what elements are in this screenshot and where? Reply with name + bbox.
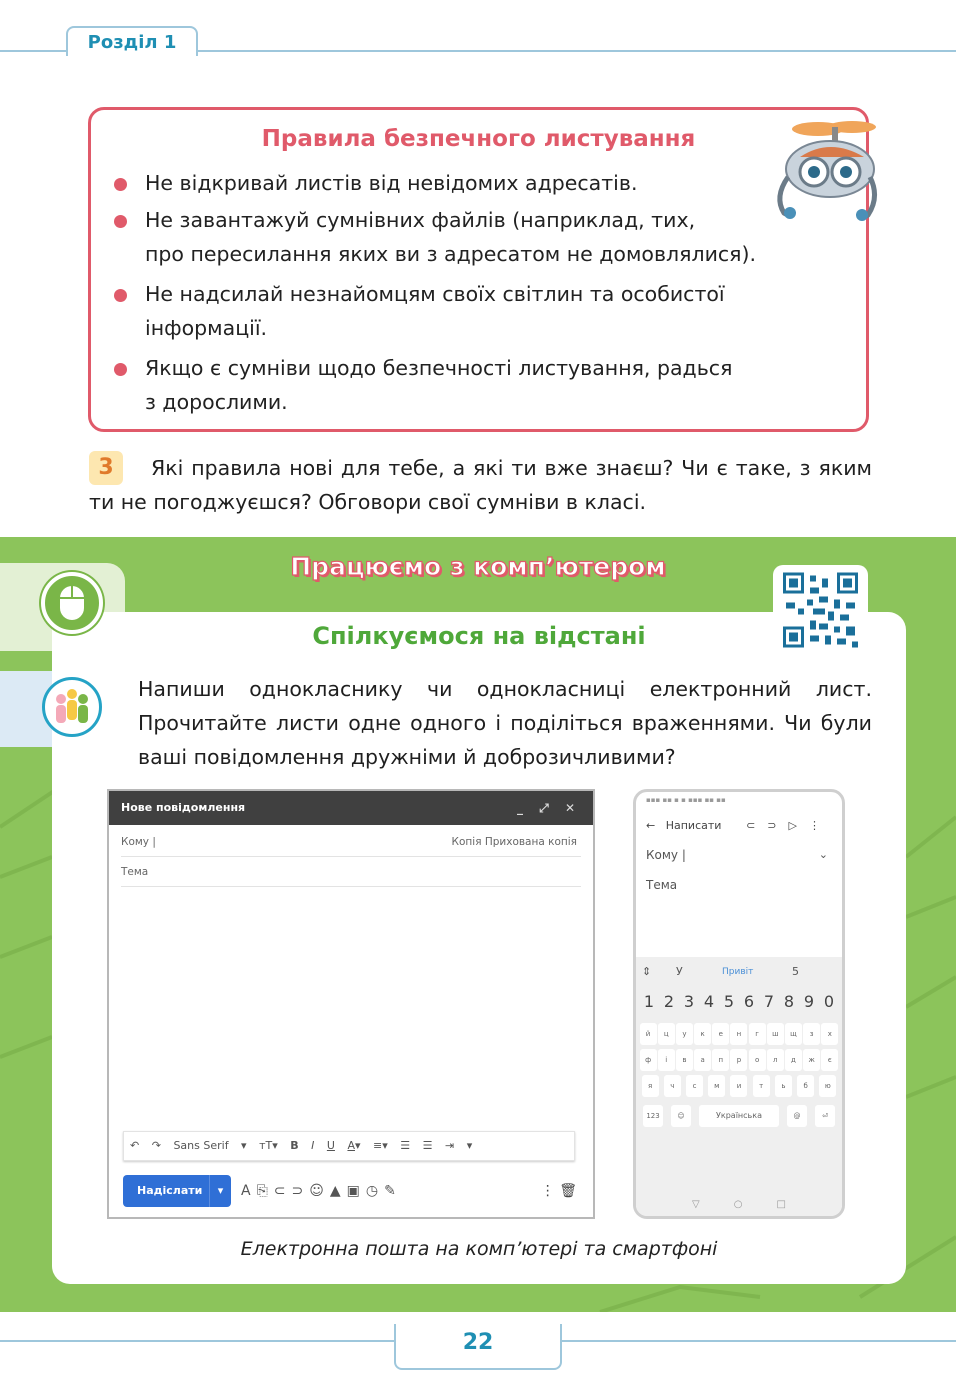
rule-item <box>145 351 732 419</box>
key-row <box>636 1047 842 1073</box>
attach-icon[interactable]: ⊂⊃ <box>746 819 789 832</box>
keyboard-key[interactable]: 0 <box>823 992 835 1011</box>
compose-actions <box>241 1175 402 1207</box>
bullet-icon <box>114 289 127 302</box>
keyboard-key[interactable]: 6 <box>743 992 755 1011</box>
phone-mail <box>633 789 845 1219</box>
formatting-toolbar <box>123 1131 575 1161</box>
rule-text: Не відкривай листів від невідомих адресатів. <box>145 171 638 195</box>
recents-icon[interactable]: □ <box>776 1199 820 1210</box>
keyboard-key[interactable]: г <box>749 1023 766 1045</box>
bullet-icon <box>114 178 127 191</box>
bold-icon[interactable]: B <box>290 1139 299 1152</box>
phone-subject-label: Тема <box>646 878 678 892</box>
undo-icon[interactable]: ↶ <box>130 1139 140 1152</box>
underline-icon[interactable]: U <box>326 1139 335 1152</box>
text-color-icon[interactable]: A▾ <box>347 1139 361 1152</box>
keyboard-key[interactable]: л <box>767 1049 784 1071</box>
keyboard-key[interactable]: п <box>712 1049 729 1071</box>
link-icon[interactable]: ⊂⊃ <box>273 1183 310 1199</box>
keyboard-key[interactable]: і <box>658 1049 675 1071</box>
task-number: 3 <box>89 451 123 485</box>
italic-icon[interactable]: I <box>311 1139 315 1152</box>
lock-icon[interactable]: ◷ <box>365 1183 385 1199</box>
home-icon[interactable]: ○ <box>733 1199 777 1210</box>
keyboard-key[interactable]: 1 <box>643 992 655 1011</box>
bulleted-list-icon[interactable]: ☰ <box>422 1139 433 1152</box>
keyboard-key[interactable]: 7 <box>763 992 775 1011</box>
keyboard-key[interactable]: к <box>694 1023 711 1045</box>
keyboard-key[interactable]: ф <box>640 1049 657 1071</box>
phone-header: Написати <box>665 819 722 832</box>
symbols-key[interactable]: 123 <box>643 1105 663 1127</box>
attach-icon[interactable]: ⎘ <box>256 1183 274 1199</box>
task-3-text: Які правила нові для тебе, а які ти вже знаєш? Чи є таке, з яким ти не погоджуєшся? Обговори свої сумніви в класі. <box>89 456 872 514</box>
keyboard-key[interactable]: а <box>694 1049 711 1071</box>
phone-subject-field[interactable] <box>636 868 842 898</box>
desktop-mail-window <box>107 789 595 1219</box>
keyboard-key[interactable]: м <box>708 1075 725 1097</box>
group-work-icon <box>42 677 102 737</box>
compose-title: Нове повідомлення <box>121 801 246 814</box>
phone-to-label: Кому <box>646 848 679 862</box>
rules-title: Правила безпечного листування <box>261 126 696 152</box>
bullet-icon <box>114 215 127 228</box>
subject-label: Тема <box>121 866 149 878</box>
to-label: Кому <box>121 836 150 848</box>
keyboard-key[interactable]: я <box>642 1075 659 1097</box>
rule-text: про пересилання яких ви з адресатом не домовлялися). <box>145 242 757 266</box>
keyboard-key[interactable]: щ <box>785 1023 802 1045</box>
rule-item <box>145 203 756 271</box>
enter-key[interactable]: ⏎ <box>815 1105 835 1127</box>
nav-bar <box>636 1191 842 1219</box>
suggestion[interactable]: У <box>676 965 683 978</box>
suggestion[interactable]: Привіт <box>722 967 754 977</box>
format-icon[interactable]: A <box>241 1183 257 1199</box>
keyboard-key[interactable]: н <box>730 1023 747 1045</box>
keyboard-key[interactable]: 3 <box>683 992 695 1011</box>
phone-to-field[interactable]: Кому | ⌄ <box>646 848 828 862</box>
send-icon[interactable]: ▷ <box>788 819 809 832</box>
keyboard-key[interactable]: 9 <box>803 992 815 1011</box>
page-number-tab <box>394 1324 562 1370</box>
space-key[interactable]: Українська <box>699 1105 779 1127</box>
bottom-key-row <box>636 1103 842 1129</box>
keyboard-key[interactable]: у <box>676 1023 693 1045</box>
keyboard-key[interactable]: 8 <box>783 992 795 1011</box>
page-number: 22 <box>462 1330 494 1355</box>
font-size-icon[interactable]: тT▾ <box>259 1139 278 1152</box>
keyboard-key[interactable]: 2 <box>663 992 675 1011</box>
keyboard <box>636 957 842 1219</box>
numbered-list-icon[interactable]: ☰ <box>400 1139 411 1152</box>
subject-field[interactable] <box>121 857 581 887</box>
more-format-icon[interactable]: ▾ <box>466 1139 473 1152</box>
keyboard-key[interactable]: б <box>797 1075 814 1097</box>
suggestion[interactable]: 5 <box>792 965 799 978</box>
keyboard-key[interactable]: й <box>640 1023 657 1045</box>
to-field[interactable]: Кому | Копія Прихована копія <box>121 827 581 857</box>
emoji-icon[interactable]: ☺ <box>309 1183 330 1199</box>
at-key[interactable]: @ <box>787 1105 807 1127</box>
drive-icon[interactable]: ▲ <box>329 1183 347 1199</box>
compose-title-bar <box>109 791 593 825</box>
font-select[interactable]: Sans Serif ▾ <box>173 1139 247 1152</box>
cc-bcc-links[interactable]: Копія Прихована копія <box>451 836 577 848</box>
rule-text: Не надсилай незнайомцям своїх світлин та особистої <box>145 282 725 306</box>
signature-icon[interactable]: ✎ <box>384 1183 402 1199</box>
rule-item <box>145 166 637 200</box>
keyboard-key[interactable]: и <box>730 1075 747 1097</box>
keyboard-key[interactable]: х <box>821 1023 838 1045</box>
section-subtitle: Спілкуємося на відстані <box>312 622 646 650</box>
send-label: Надіслати <box>137 1184 203 1197</box>
rule-text: Якщо є сумніви щодо безпечності листування, радься <box>145 356 733 380</box>
window-controls[interactable]: _ ⤢ ✕ <box>516 801 581 815</box>
bullet-icon <box>114 363 127 376</box>
more-icon[interactable]: ⋮ <box>809 819 832 832</box>
keyboard-key[interactable]: о <box>749 1049 766 1071</box>
suggestion-bar <box>636 957 842 987</box>
keyboard-key[interactable]: ш <box>767 1023 784 1045</box>
keyboard-key[interactable]: д <box>785 1049 802 1071</box>
keyboard-key[interactable]: с <box>686 1075 703 1097</box>
keyboard-key[interactable]: ч <box>664 1075 681 1097</box>
keyboard-key[interactable]: є <box>821 1049 838 1071</box>
back-icon[interactable]: ← <box>646 819 656 832</box>
image-icon[interactable]: ▣ <box>346 1183 366 1199</box>
send-options-icon[interactable]: ▾ <box>209 1175 231 1207</box>
back-nav-icon[interactable]: ▽ <box>692 1199 734 1210</box>
keyboard-key[interactable]: ь <box>775 1075 792 1097</box>
redo-icon[interactable]: ↷ <box>151 1139 161 1152</box>
rule-text: з дорослими. <box>145 390 288 414</box>
keyboard-key[interactable]: 4 <box>703 992 715 1011</box>
rule-item <box>145 277 725 345</box>
status-bar: ▪▪▪ ▪▪ ▪ ▪ ▪▪▪ ▪▪ ▪▪ <box>646 796 726 804</box>
keyboard-key[interactable]: р <box>730 1049 747 1071</box>
send-button[interactable] <box>123 1175 231 1207</box>
chevron-down-icon[interactable]: ⌄ <box>818 848 828 861</box>
keyboard-key[interactable]: ж <box>803 1049 820 1071</box>
section-tab <box>66 26 198 56</box>
keyboard-key[interactable]: е <box>712 1023 729 1045</box>
keyboard-key[interactable]: в <box>676 1049 693 1071</box>
keyboard-key[interactable]: ю <box>819 1075 836 1097</box>
section-banner: Працюємо з комп’ютером <box>290 552 666 581</box>
emoji-key[interactable]: ☺ <box>671 1105 691 1127</box>
key-row <box>636 1021 842 1047</box>
align-icon[interactable]: ≡▾ <box>373 1139 388 1152</box>
robot-icon <box>770 117 880 229</box>
trash-icon[interactable]: ⋮ 🗑 <box>540 1183 577 1199</box>
number-row <box>636 987 842 1021</box>
rule-text: Не завантажуй сумнівних файлів (наприклад, тих, <box>145 208 696 232</box>
rule-text: інформації. <box>145 316 268 340</box>
keyboard-key[interactable]: з <box>803 1023 820 1045</box>
phone-app-bar <box>636 810 842 842</box>
key-row <box>636 1073 842 1099</box>
assignment-text: Напиши однокласнику чи однокласниці електронний лист. Прочитайте листи одне одного і поділіться враженнями. Чи були ваші повідомлення дружніми й доброзичливими? <box>138 677 872 769</box>
figure-caption: Електронна пошта на комп’ютері та смартфоні <box>240 1238 718 1260</box>
keyboard-key[interactable]: ц <box>658 1023 675 1045</box>
keyboard-key[interactable]: т <box>753 1075 770 1097</box>
keyboard-key[interactable]: 5 <box>723 992 735 1011</box>
indent-icon[interactable]: ⇥ <box>445 1139 455 1152</box>
rules-box <box>88 107 869 432</box>
expand-icon[interactable]: ⇕ <box>642 965 652 978</box>
section-label: Розділ 1 <box>87 32 177 53</box>
